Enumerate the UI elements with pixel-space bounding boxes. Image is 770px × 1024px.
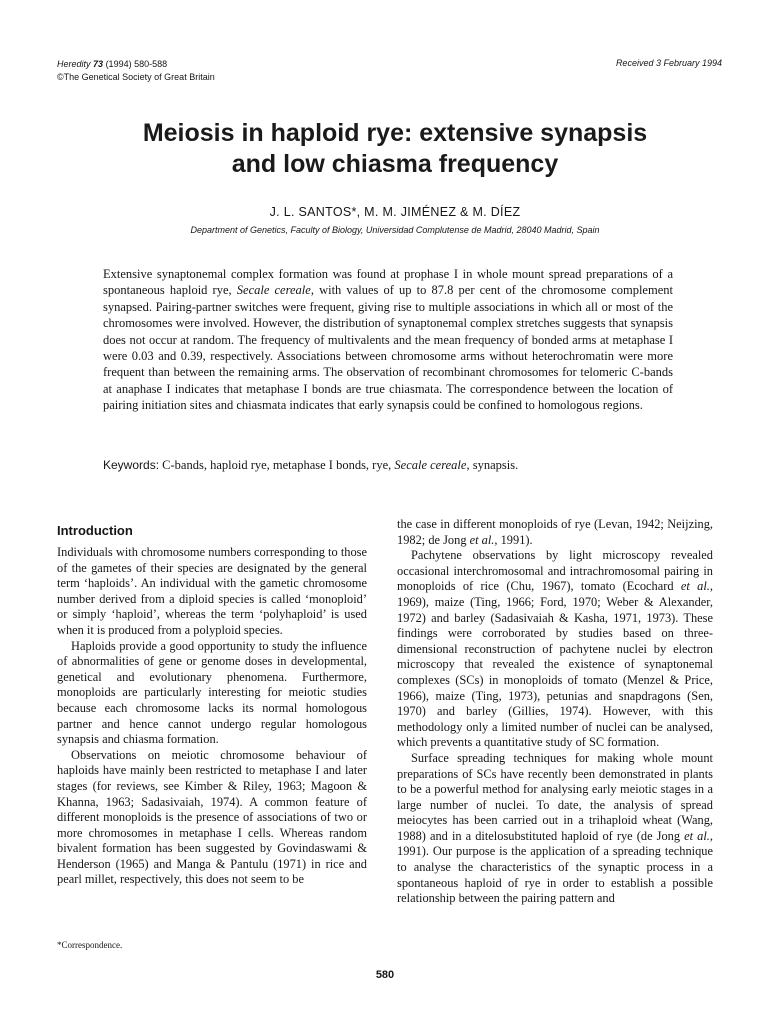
- article-title: [90, 118, 700, 180]
- intro-paragraph-4: [397, 517, 713, 548]
- para4-etal: et al.: [469, 532, 495, 547]
- author-affiliation: Department of Genetics, Faculty of Biology, Universidad Complutense de Madrid, 28040 Madrid, Spain: [190, 225, 600, 235]
- right-column: [397, 517, 713, 907]
- para6-text-a: Surface spreading techniques for making whole mount preparations of SCs have recently been demonstrated in plants to be a powerful method for analysing early meiotic stages in a large number of nuclei. To date, the analysis of spread meiocytes has been carried out in a trihaploid wheat (Wang, 1988) and in a ditelosubstituted haploid of rye (de Jong: [397, 750, 713, 843]
- title-line-1: Meiosis in haploid rye: extensive synapsis: [142, 119, 648, 147]
- author-list: J. L. SANTOS*, M. M. JIMÉNEZ & M. DÍEZ: [269, 205, 521, 219]
- keywords: [103, 457, 673, 473]
- para5-etal: et al.: [680, 579, 710, 594]
- page-number: 580: [375, 969, 395, 981]
- left-column: [57, 545, 367, 888]
- running-header: [57, 58, 377, 84]
- title-line-2: and low chiasma frequency: [231, 150, 559, 178]
- intro-paragraph-3: Observations on meiotic chromosome behaviour of haploids have mainly been restricted to metaphase I and later stages (for reviews, see Kimber & Riley, 1963; Magoon & Khanna, 1963; Sadasivaiah, 1974). A common feature of different monoploids is the presence of associations of two or more chromosomes in metaphase I cells. Whereas random bivalent formation has been suggested by Govindaswami & Henderson (1965) and Manga & Pantulu (1971) in rice and pearl millet, respectively, this does not seem to be: [57, 747, 367, 887]
- abstract-text-1: Extensive synaptonemal complex formation was found at prophase I in whole mount spread preparations of a spontaneous haploid rye,: [103, 267, 673, 298]
- keywords-label: Keywords:: [103, 458, 160, 472]
- para6-text-c: , 1991). Our purpose is the application of a spreading technique to analyse the characteristics of the synaptic process in a spontaneous haploid of rye in order to establish a possible relationship between the pairing pattern and: [397, 828, 713, 906]
- para5-text-a: Pachytene observations by light microscopy revealed occasional interchromosomal and intrachromosomal pairing in monoploids of rice (Chu, 1967), tomato (Ecochard: [397, 548, 713, 594]
- abstract-species: Secale cereale: [236, 283, 311, 298]
- journal-name: Heredity: [57, 59, 91, 69]
- keywords-text-1: C-bands, haploid rye, metaphase I bonds, rye,: [162, 458, 395, 472]
- journal-year-pages: (1994) 580-588: [105, 59, 168, 69]
- para4-text-c: , 1991).: [494, 532, 533, 547]
- keywords-species: Secale cereale: [394, 458, 467, 472]
- abstract-text-2: , with values of up to 87.8 per cent of the chromosome complement synapsed. Pairing-partner switches were frequent, giving rise to multiple associations in which all or most of the chromosomes were involved. However, the distribution of synaptonemal complex stretches suggests that synapsis does not occur at random. The frequency of multivalents and the mean frequency of bonded arms at metaphase I were 0.03 and 0.39, respectively. Associations between chromosome arms without heterochromatin were more frequent than between the remaining arms. The observation of recombinant chromosomes for telomeric C-bands at anaphase I indicates that metaphase I bonds are true chiasmata. The correspondence between the location of pairing initiation sites and chiasmata indicates that early synapsis could be confined to homologous regions.: [103, 283, 673, 413]
- para4-text-a: the case in different monoploids of rye (Levan, 1942; Neijzing, 1982; de Jong: [397, 517, 713, 547]
- copyright-line: ©The Genetical Society of Great Britain: [57, 72, 215, 82]
- abstract: [103, 266, 673, 414]
- introduction-heading: Introduction: [57, 523, 133, 538]
- received-date: Received 3 February 1994: [615, 58, 722, 68]
- intro-paragraph-6: [397, 751, 713, 907]
- para5-text-c: , 1969), maize (Ting, 1966; Ford, 1970; Weber & Alexander, 1972) and barley (Sadasivaiah & Kasha, 1971, 1973). These findings were corroborated by studies based on three-dimensional reconstruction of pachytene nuclei by electron microscopy that revealed the existence of synaptonemal complexes (SCs) in monoploids of tomato (Menzel & Price, 1966), maize (Ting, 1973), petunias and snapdragons (Sen, 1970) and barley (Gillies, 1974). However, with this methodology only a limited number of nuclei can be analysed, which prevents a quantitative study of SC formation.: [397, 579, 714, 750]
- correspondence-footnote: *Correspondence.: [57, 940, 123, 950]
- intro-paragraph-5: [397, 548, 713, 751]
- para6-etal: et al.: [684, 828, 710, 843]
- intro-paragraph-2: Haploids provide a good opportunity to study the influence of abnormalities of gene or genome doses in developmental, genetical and evolutionary phenomena. Furthermore, monoploids are particularly interesting for meiotic studies because each chromosome lacks its normal homologous partner and hence cannot undergo regular homologous synapsis and chiasma formation.: [57, 638, 367, 747]
- journal-citation: [57, 58, 377, 71]
- keywords-text-2: , synapsis.: [466, 458, 519, 472]
- journal-volume: 73: [93, 59, 104, 69]
- intro-paragraph-1: Individuals with chromosome numbers corresponding to those of the gametes of their species are designated by the general term ‘haploids’. An individual with the gametic chromosome number derived from a diploid species is called ‘monoploid’ or simply ‘haploid’, whereas the term ‘polyhaploid’ is used when it is produced from a polyploid species.: [57, 545, 367, 637]
